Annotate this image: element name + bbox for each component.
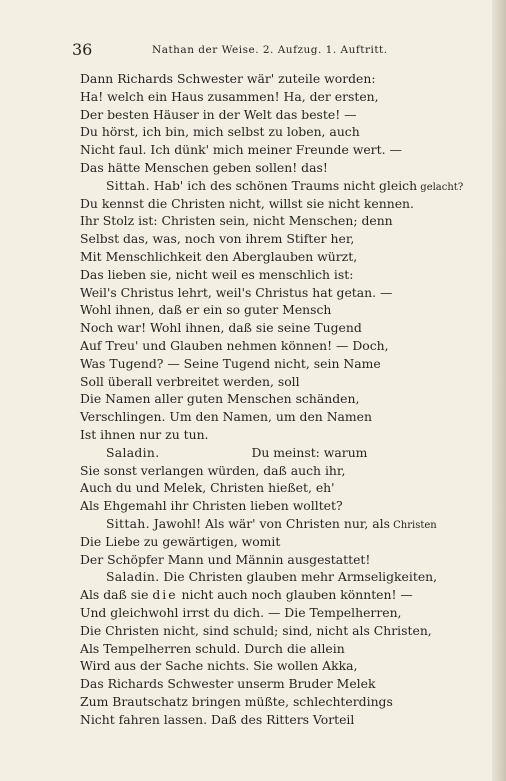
line-text: nicht auch noch glauben könnten! — [177,587,413,603]
line-text: Dann Richards Schwester wär' zuteile worden: [80,71,376,86]
text-line [80,551,500,569]
line-text: Das lieben sie, nicht weil es menschlich ist: [80,266,354,282]
text-line [80,355,500,373]
text-line [80,248,500,266]
text-line [80,319,500,337]
text-line [80,657,500,675]
text-line [80,711,500,729]
line-text: Auch du und Melek, Christen hießet, eh' [80,480,335,496]
line-text: Der Schöpfer Mann und Männin ausgestattet! [80,551,371,567]
verse-text [80,70,500,728]
text-line [80,693,500,711]
text-line [80,640,500,658]
line-text: Das Richards Schwester unserm Bruder Melek [80,676,376,692]
text-line [80,373,500,391]
line-text: Die Christen glauben mehr Armseligkeiten, [163,569,438,585]
text-line [80,141,500,159]
page-number: 36 [72,40,93,59]
running-head: Nathan der Weise. 2. Aufzug. 1. Auftritt. [152,44,388,56]
speaker-name: Sittah. [106,177,150,193]
text-line [80,195,500,213]
text-line [80,284,500,302]
text-line [80,479,500,497]
line-text: Die Liebe zu gewärtigen, womit [80,533,281,549]
cutoff-word: gelacht? [417,181,464,193]
line-text: Nicht fahren lassen. Daß des Ritters Vorteil [80,711,355,727]
text-line [80,444,500,462]
line-text: Nicht faul. Ich dünk' mich meiner Freunde wert. — [80,142,402,158]
text-line [80,337,500,355]
line-text: Noch war! Wohl ihnen, daß sie seine Tugend [80,320,362,336]
text-line [80,70,500,88]
text-line [80,604,500,622]
speaker-name: Sittah. [106,515,150,531]
speaker-name: Saladin. [106,569,160,585]
line-text: Als Tempelherren schuld. Durch die allein [80,640,345,656]
line-text: Jawohl! Als wär' von Christen nur, als [153,515,390,531]
text-line [80,301,500,319]
page-header [72,40,482,60]
line-text: Der besten Häuser in der Welt das beste! — [80,106,357,122]
line-text: Du hörst, ich bin, mich selbst zu loben, auch [80,124,360,140]
line-text: Ihr Stolz ist: Christen sein, nicht Menschen; denn [80,213,393,229]
line-text: Wird aus der Sache nichts. Sie wollen Akka, [80,658,358,674]
line-text: Weil's Christus lehrt, weil's Christus hat getan. — [80,284,393,300]
text-line [80,675,500,693]
text-line [80,230,500,248]
line-text: Die Christen nicht, sind schuld; sind, nicht als Christen, [80,622,432,638]
line-text: Auf Treu' und Glauben nehmen können! — Doch, [80,337,389,353]
line-text: Sie sonst verlangen würden, daß auch ihr, [80,462,346,478]
speaker-name: Saladin. [106,444,160,460]
line-text: Ha! welch ein Haus zusammen! Ha, der ersten, [80,88,379,104]
cutoff-word: Christen [389,519,437,531]
text-line [80,266,500,284]
text-line [80,426,500,444]
emphasized-word: die [152,587,178,603]
text-line [80,515,500,533]
line-text: Soll überall verbreitet werden, soll [80,373,300,389]
line-text: Und gleichwohl irrst du dich. — Die Tempelherren, [80,604,402,620]
text-line [80,177,500,195]
line-text: Hab' ich des schönen Traums nicht gleich [153,177,418,193]
text-line [80,586,500,604]
text-line [80,88,500,106]
line-text: Zum Brautschatz bringen müßte, schlechterdings [80,693,393,709]
text-line [80,390,500,408]
line-text: Das hätte Menschen geben sollen! das! [80,159,328,175]
text-line [80,462,500,480]
line-text: Du meinst: warum [251,444,368,460]
text-line [80,533,500,551]
text-line [80,568,500,586]
text-line [80,622,500,640]
line-text: Du kennst die Christen nicht, willst sie nicht kennen. [80,195,414,211]
line-text: Verschlingen. Um den Namen, um den Namen [80,409,372,425]
text-line [80,106,500,124]
line-text: Als daß sie [80,587,153,603]
text-line [80,497,500,515]
line-text: Ist ihnen nur zu tun. [80,426,209,442]
line-text: Selbst das, was, noch von ihrem Stifter her, [80,231,355,247]
line-text: Was Tugend? — Seine Tugend nicht, sein Name [80,355,381,371]
text-line [80,212,500,230]
text-line [80,408,500,426]
line-text: Mit Menschlichkeit den Aberglauben würzt, [80,248,358,264]
line-text: Die Namen aller guten Menschen schänden, [80,391,360,407]
text-line [80,123,500,141]
line-text: Wohl ihnen, daß er ein so guter Mensch [80,302,332,318]
text-line [80,159,500,177]
line-text: Als Ehgemahl ihr Christen lieben wolltet? [80,498,343,514]
